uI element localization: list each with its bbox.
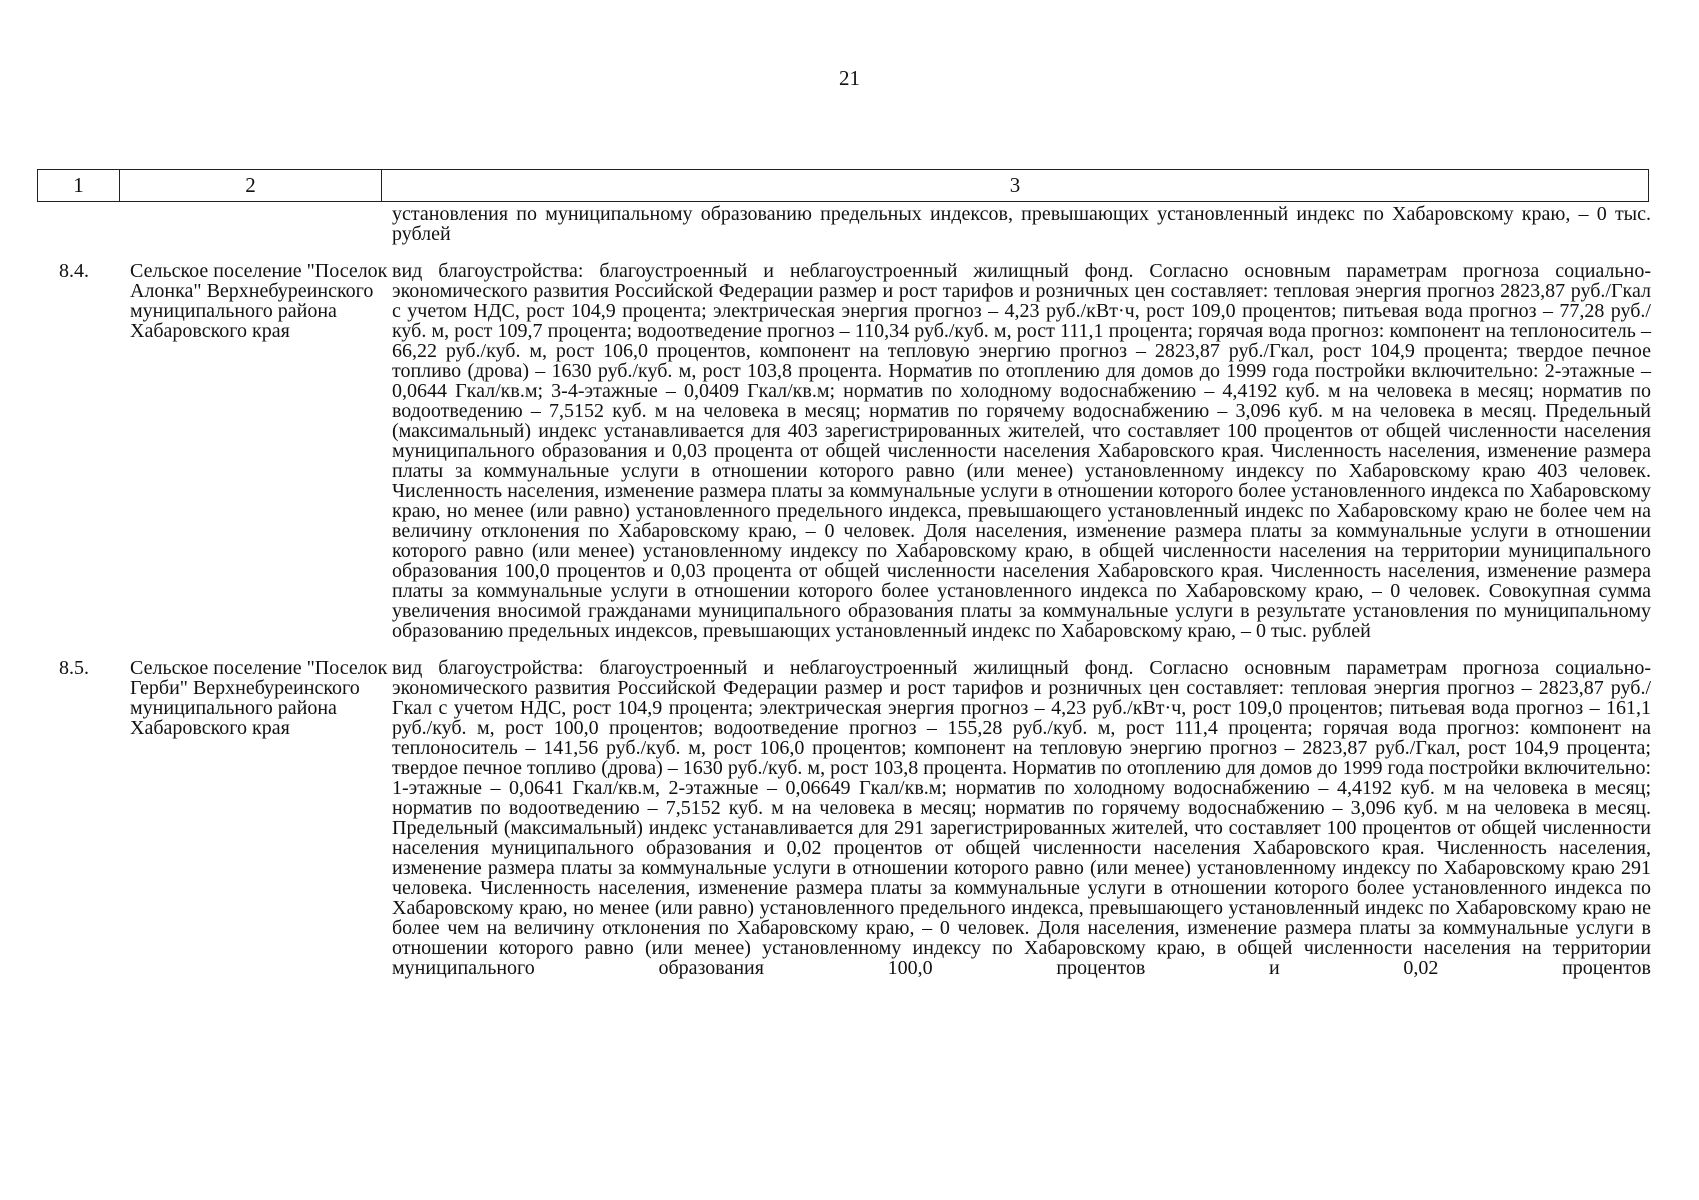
header-col-1: 1 — [38, 170, 120, 201]
row-number: 8.5. — [59, 657, 89, 679]
header-col-2: 2 — [120, 170, 382, 201]
table-body — [0, 204, 1699, 995]
row-description: вид благоустройства: благоустроенный и неблагоустроенный жилищный фонд. Согласно основным параметрам прогноза социально-экономического развития Российской Федерации размер и рост тарифов и розничных цен составляет: тепловая энергия прогноз 2823,87 руб./Гкал с учетом НДС, рост 104,9 процента; электрическая энергия прогноз – 4,23 руб./кВт·ч, рост 109,0 процентов; питьевая вода прогноз – 77,28 руб./куб. м, рост 109,7 процента; водоотведение прогноз – 110,34 руб./куб. м, рост 111,1 процента; горячая вода прогноз: компонент на теплоноситель – 66,22 руб./куб. м, рост 106,0 процентов, компонент на тепловую энергию прогноз – 2823,87 руб./Гкал, рост 104,9 процента; твердое печное топливо (дрова) – 1630 руб./куб. м, рост 103,8 процента. Норматив по отоплению для домов до 1999 года постройки включительно: 2-этажные – 0,0644 Гкал/кв.м; 3-4-этажные – 0,0409 Гкал/кв.м; норматив по холодному водоснабжению – 4,4192 куб. м на человека в месяц; норматив по водоотведению – 7,5152 куб. м на человека в месяц; норматив по горячему водоснабжению – 3,096 куб. м на человека в месяц. Предельный (максимальный) индекс устанавливается для 403 зарегистрированных жителей, что составляет 100 процентов от общей численности населения муниципального образования и 0,03 процента от общей численности населения Хабаровского края. Численность населения, изменение размера платы за коммунальные услуги в отношении которого равно (или менее) установленному индексу по Хабаровскому краю 403 человек. Численность населения, изменение размера платы за коммунальные услуги в отношении которого более установленного индекса по Хабаровскому краю, но менее (или равно) установленного предельного индекса, превышающего установленный индекс по Хабаровскому краю не более чем на величину отклонения по Хабаровскому краю, – 0 человек. Доля населения, изменение размера платы за коммунальные услуги в отношении которого равно (или менее) установленному индексу по Хабаровскому краю, в общей численности населения на территории муниципального образования 100,0 процентов и 0,03 процента от общей численности населения Хабаровского края. Численность населения, изменение размера платы за коммунальные услуги в отношении которого более установленного индекса по Хабаровскому краю, – 0 человек. Совокупная сумма увеличения вносимой гражданами муниципального образования платы за коммунальные услуги в результате установления по муниципальному образованию предельных индексов, превышающих установленный индекс по Хабаровскому краю, – 0 тыс. рублей — [392, 260, 1651, 642]
row-description: вид благоустройства: благоустроенный и неблагоустроенный жилищный фонд. Согласно основным параметрам прогноза социально-экономического развития Российской Федерации размер и рост тарифов и розничных цен составляет: тепловая энергия прогноз – 2823,87 руб./Гкал с учетом НДС, рост 104,9 процента; электрическая энергия прогноз – 4,23 руб./кВт·ч, рост 109,0 процентов; питьевая вода прогноз – 161,1 руб./куб. м, рост 100,0 процентов; водоотведение прогноз – 155,28 руб./куб. м, рост 111,4 процента; горячая вода прогноз: компонент на теплоноситель – 141,56 руб./куб. м, рост 106,0 процентов; компонент на тепловую энергию прогноз – 2823,87 руб./Гкал, рост 104,9 процента; твердое печное топливо (дрова) – 1630 руб./куб. м, рост 103,8 процента. Норматив по отоплению для домов до 1999 года постройки включительно: 1-этажные – 0,0641 Гкал/кв.м, 2-этажные – 0,06649 Гкал/кв.м; норматив по холодному водоснабжению – 4,4192 куб. м на человека в месяц; норматив по водоотведению – 7,5152 куб. м на человека в месяц; норматив по горячему водоснабжению – 3,096 куб. м на человека в месяц. Предельный (максимальный) индекс устанавливается для 291 зарегистрированных жителей, что составляет 100 процентов от общей численности населения муниципального образования и 0,02 процентов от общей численности населения Хабаровского края. Численность населения, изменение размера платы за коммунальные услуги в отношении которого равно (или менее) установленному индексу по Хабаровскому краю 291 человека. Численность населения, изменение размера платы за коммунальные услуги в отношении которого более установленного индекса по Хабаровскому краю, но менее (или равно) установленного предельного индекса, превышающего установленный индекс по Хабаровскому краю не более чем на величину отклонения по Хабаровскому краю, – 0 человек. Доля населения, изменение размера платы за коммунальные услуги в отношении которого равно (или менее) установленному индексу по Хабаровскому краю, в общей численности населения на территории муниципального образования 100,0 процентов и 0,02 процентов — [392, 657, 1651, 979]
table-row — [0, 261, 1699, 641]
table-row — [0, 658, 1699, 978]
table-header — [37, 169, 1649, 202]
continuation-row — [0, 204, 1699, 244]
continuation-text: установления по муниципальному образованию предельных индексов, превышающих установленный индекс по Хабаровскому краю, – 0 тыс. рублей — [392, 203, 1651, 245]
page-number: 21 — [839, 66, 860, 90]
header-col-3: 3 — [1009, 173, 1021, 197]
settlement-name: Сельское поселение "Поселок Алонка" Верхнебуреинского муниципального района Хабаровского края — [130, 260, 388, 342]
row-number: 8.4. — [59, 260, 89, 282]
settlement-name: Сельское поселение "Поселок Герби" Верхнебуреинского муниципального района Хабаровского края — [130, 657, 388, 739]
